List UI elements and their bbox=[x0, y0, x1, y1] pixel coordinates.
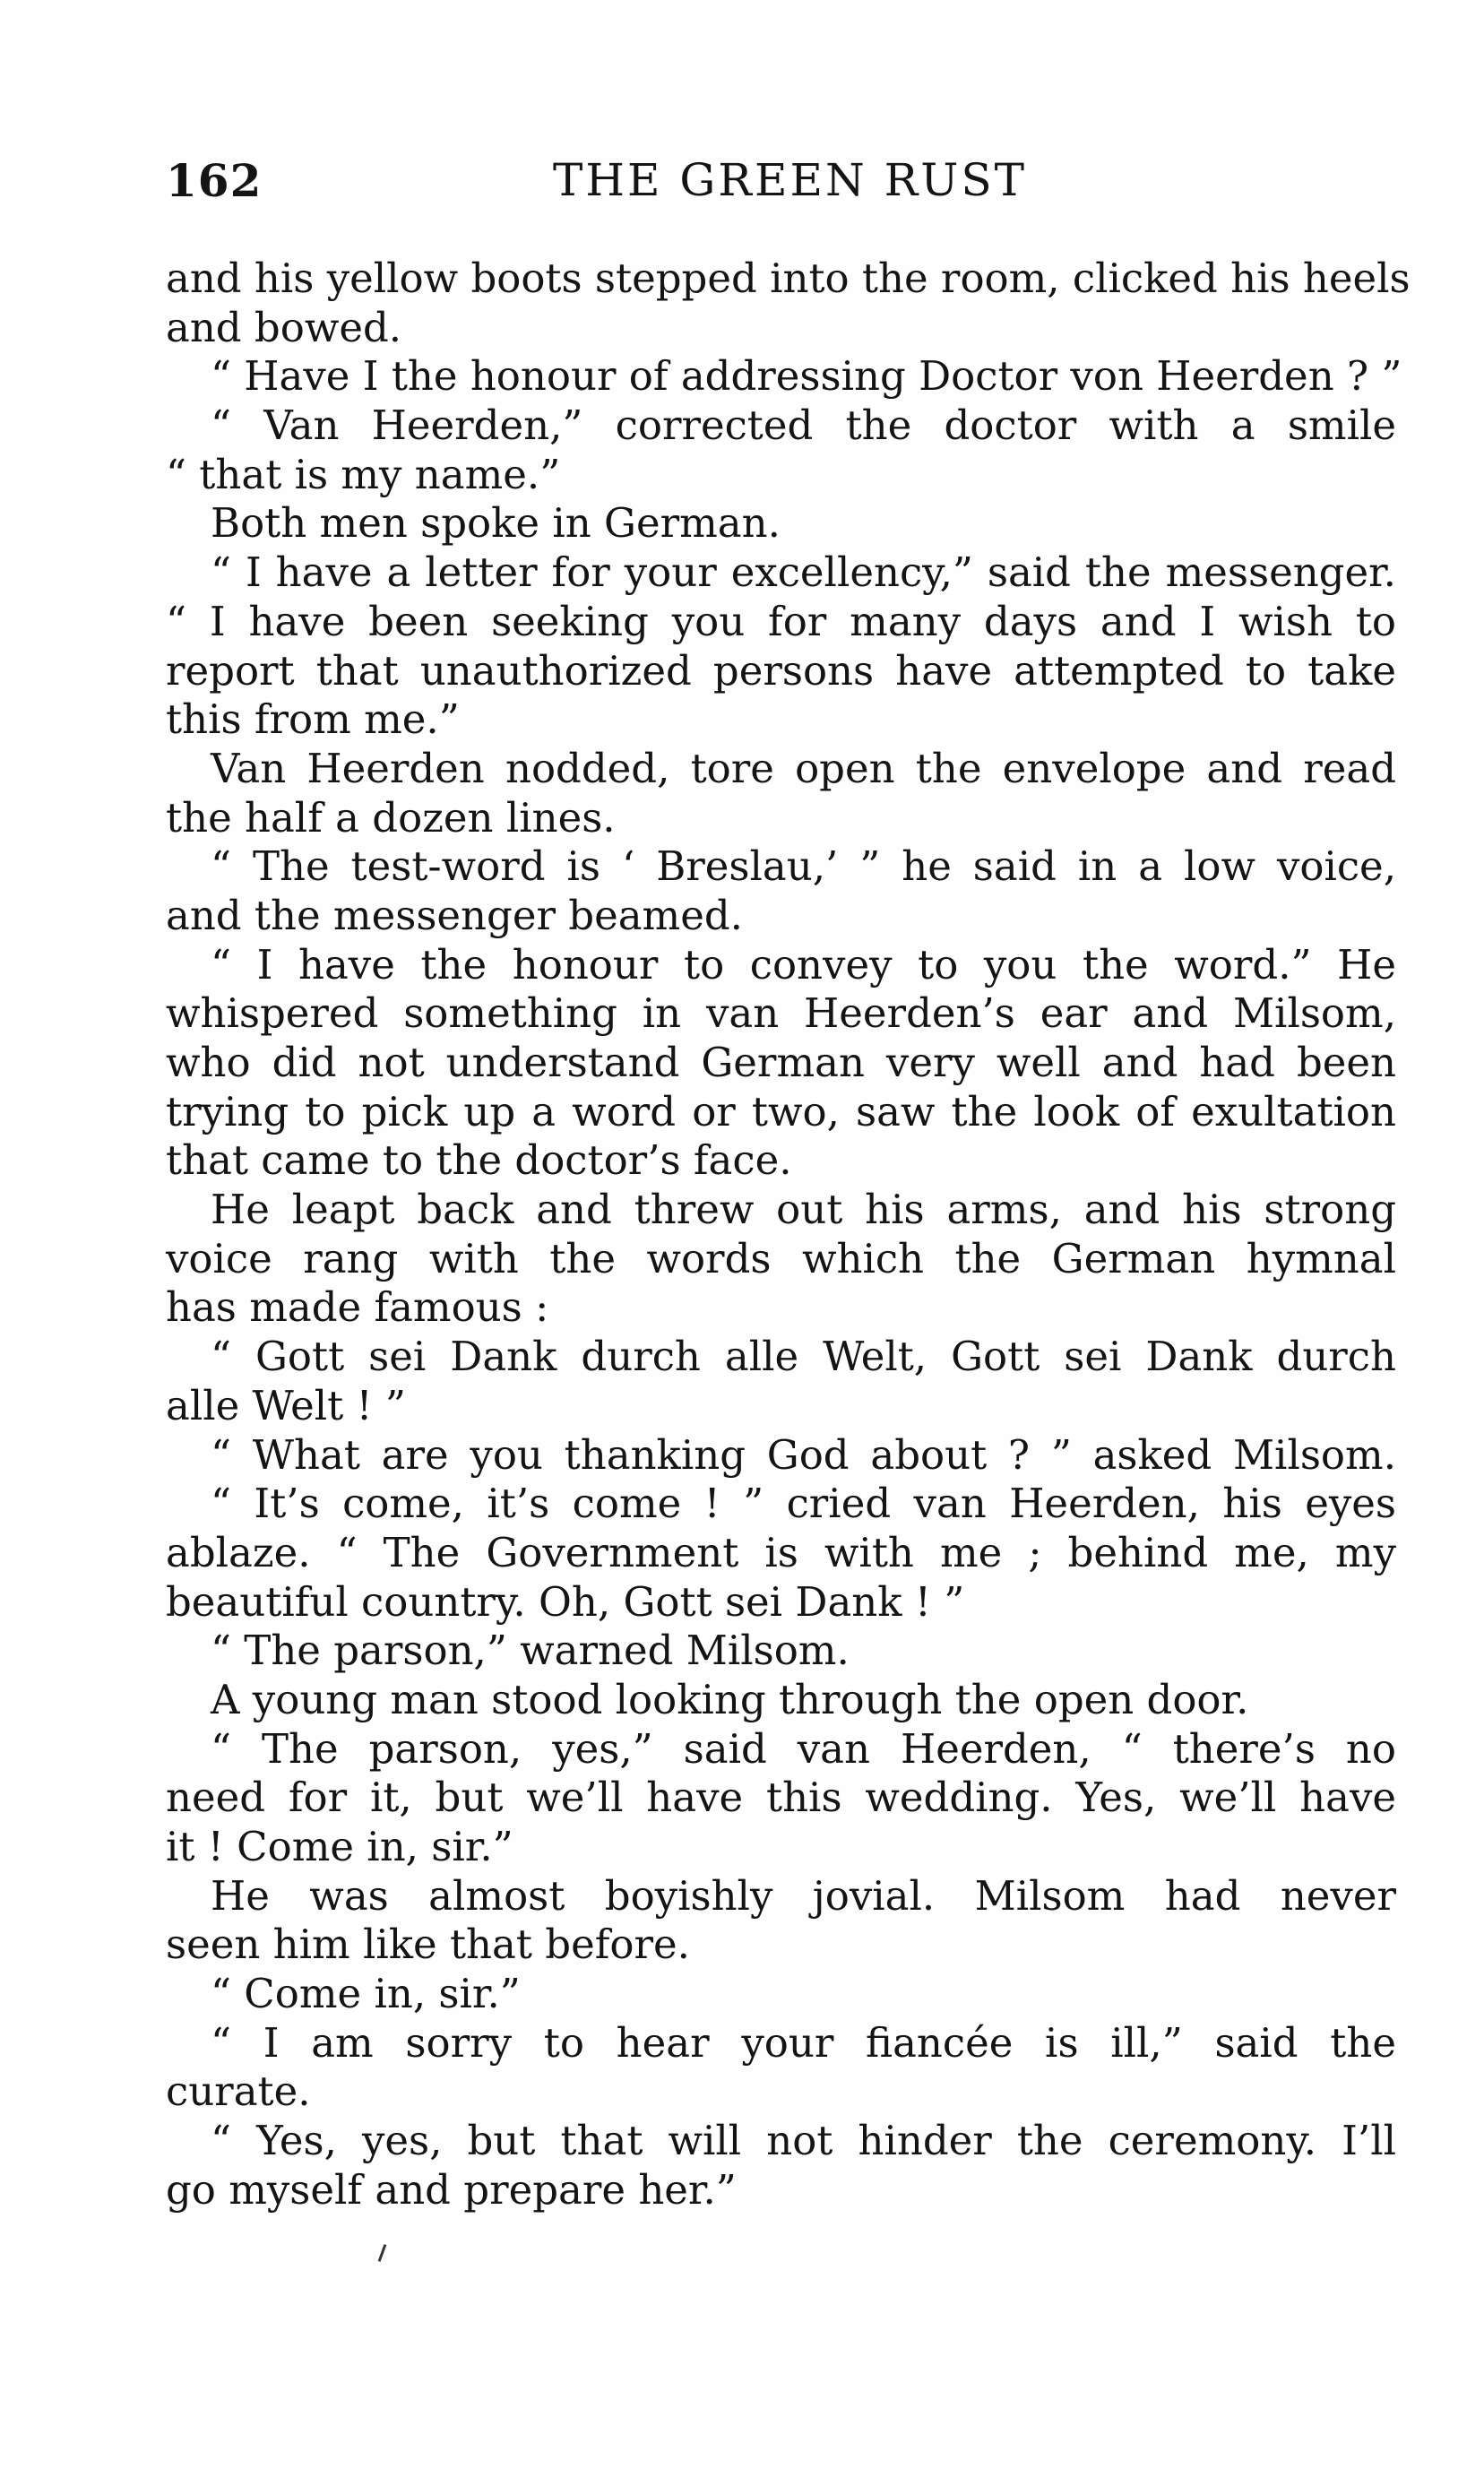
text-line: alle Welt ! ” bbox=[166, 1381, 406, 1429]
text-line: curate. bbox=[166, 2067, 311, 2116]
text-line: “ It’s come, it’s come ! ” cried van Heerden, his eyes bbox=[211, 1480, 1396, 1528]
text-line: “ Van Heerden,” corrected the doctor with a smile bbox=[211, 401, 1396, 450]
text-line: ablaze. “ The Government is with me ; behind me, my bbox=[166, 1528, 1396, 1576]
text-line: He was almost boyishly jovial. Milsom had never bbox=[211, 1871, 1396, 1920]
text-line: “ Have I the honour of addressing Doctor von Heerden ? ” bbox=[211, 352, 1402, 401]
text-line: “ I have a letter for your excellency,” said the messenger. bbox=[211, 548, 1396, 597]
text-line: the half a dozen lines. bbox=[166, 793, 616, 842]
text-line: “ Gott sei Dank durch alle Welt, Gott sei Dank durch bbox=[211, 1333, 1396, 1381]
text-line: it ! Come in, sir.” bbox=[166, 1823, 513, 1870]
text-line: Both men spoke in German. bbox=[211, 499, 781, 548]
text-line: He leapt back and threw out his arms, and his strong bbox=[211, 1186, 1396, 1234]
text-line: “ I have been seeking you for many days and I wish to bbox=[166, 597, 1396, 645]
text-line: whispered something in van Heerden’s ear and Milsom, bbox=[166, 989, 1396, 1038]
text-line: A young man stood looking through the open door. bbox=[211, 1675, 1249, 1723]
page-header bbox=[166, 154, 1396, 217]
text-line: who did not understand German very well and had been bbox=[166, 1039, 1396, 1086]
text-line: that came to the doctor’s face. bbox=[166, 1136, 792, 1185]
text-line: and bowed. bbox=[166, 303, 402, 351]
text-line: Van Heerden nodded, tore open the envelope and read bbox=[211, 744, 1396, 792]
text-line: trying to pick up a word or two, saw the look of exultation bbox=[166, 1087, 1396, 1135]
page-number: 162 bbox=[166, 154, 263, 207]
text-line: need for it, but we’ll have this wedding. Yes, we’ll have bbox=[166, 1774, 1396, 1822]
text-line: “ I am sorry to hear your fiancée is ill,” said the bbox=[211, 2018, 1396, 2067]
text-line: “ The test-word is ‘ Breslau,’ ” he said in a low voice, bbox=[211, 842, 1396, 891]
text-line: “ Yes, yes, but that will not hinder the ceremony. I’ll bbox=[211, 2117, 1396, 2165]
running-title: THE GREEN RUST bbox=[553, 154, 1027, 206]
text-line: “ that is my name.” bbox=[166, 450, 561, 498]
text-line: this from me.” bbox=[166, 695, 460, 744]
text-line: seen him like that before. bbox=[166, 1921, 690, 1969]
text-line: “ What are you thanking God about ? ” asked Milsom. bbox=[211, 1430, 1396, 1479]
text-line: go myself and prepare her.” bbox=[166, 2165, 737, 2214]
text-line: beautiful country. Oh, Gott sei Dank ! ” bbox=[166, 1577, 965, 1626]
body-text bbox=[166, 255, 1411, 2215]
text-line: voice rang with the words which the German hymnal bbox=[166, 1234, 1396, 1282]
text-line: “ I have the honour to convey to you the word.” He bbox=[211, 940, 1396, 988]
text-line: and his yellow boots stepped into the room, clicked his heels bbox=[166, 255, 1411, 302]
text-line: and the messenger beamed. bbox=[166, 891, 743, 939]
text-line: “ Come in, sir.” bbox=[211, 1970, 521, 2018]
text-line: has made famous : bbox=[166, 1283, 549, 1332]
text-line: report that unauthorized persons have attempted to take bbox=[166, 646, 1396, 695]
stray-mark bbox=[378, 2244, 387, 2262]
text-line: “ The parson,” warned Milsom. bbox=[211, 1627, 850, 1675]
text-line: “ The parson, yes,” said van Heerden, “ there’s no bbox=[211, 1724, 1396, 1773]
